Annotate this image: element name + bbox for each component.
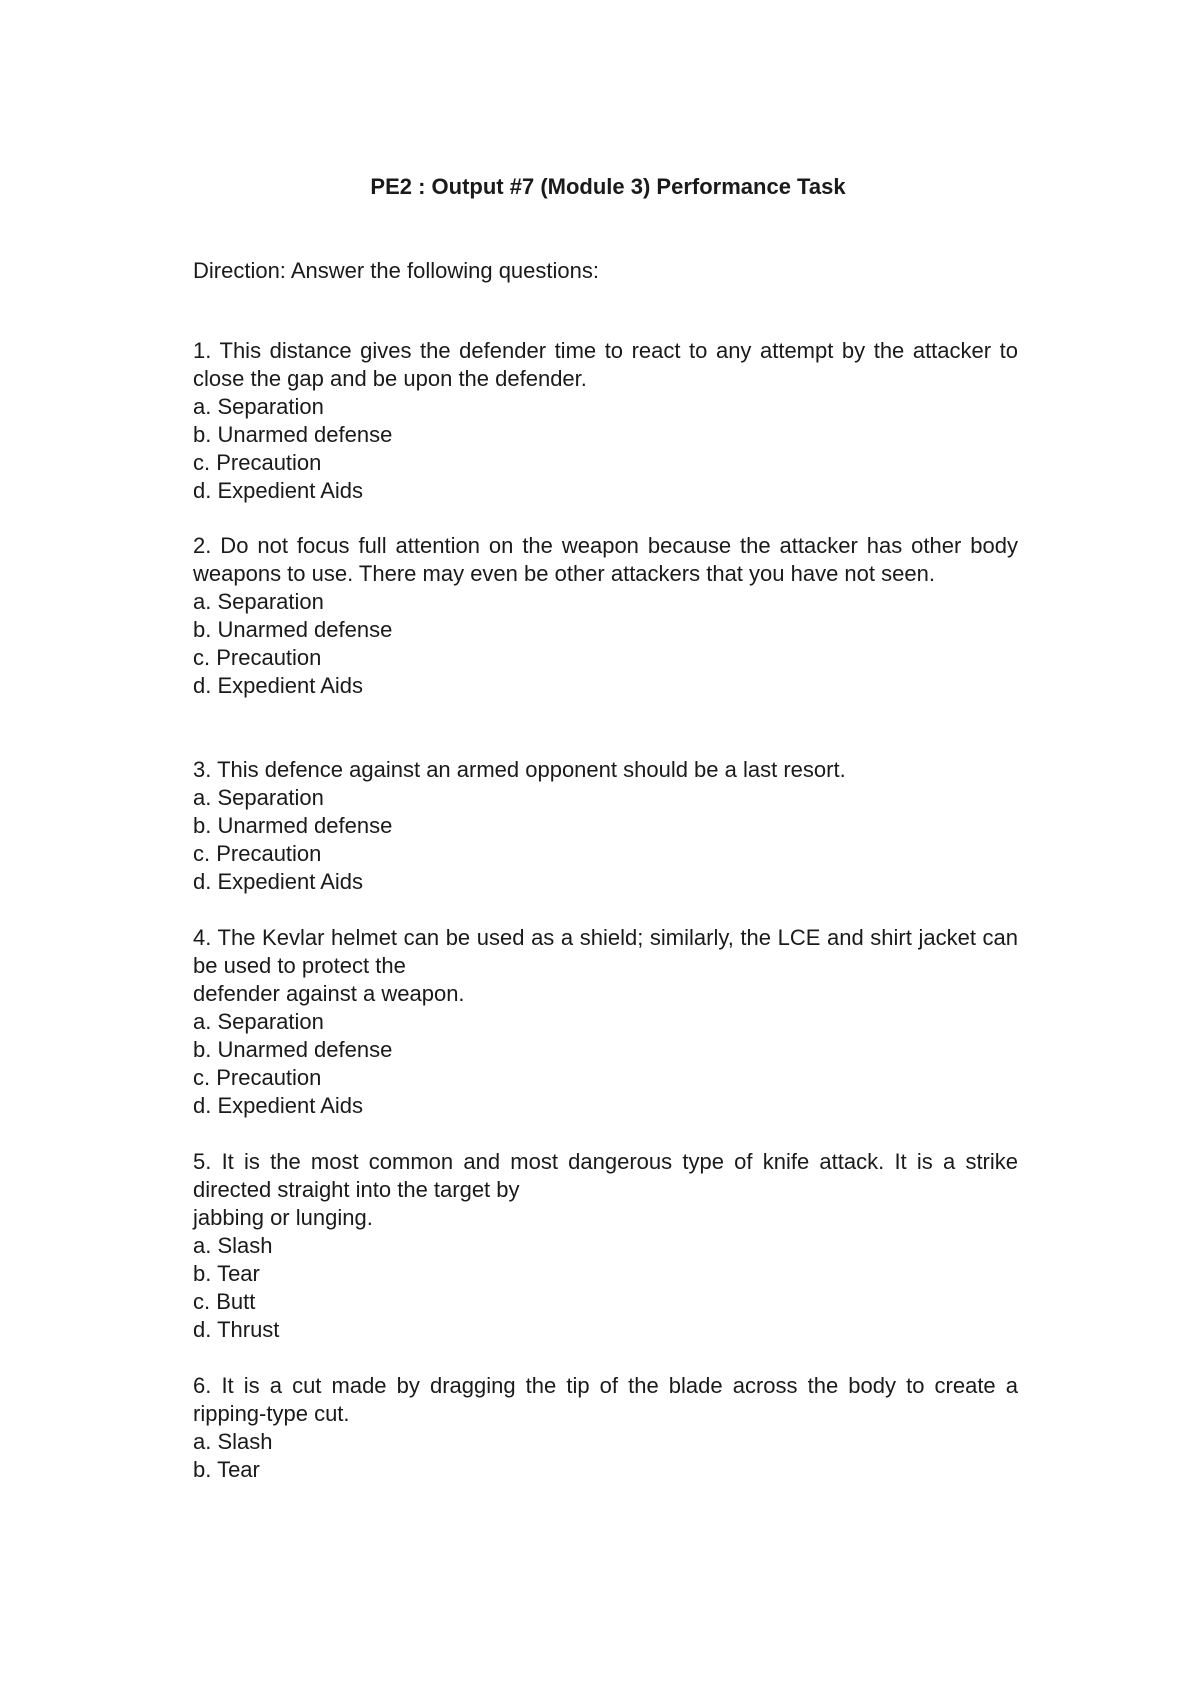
question-1-line-1: 1. This distance gives the defender time to react to any attempt by the attacker to close the gap and be upon the defender.	[193, 338, 1018, 391]
question-5-option-d: d. Thrust	[193, 1317, 280, 1342]
question-2-option-c: c. Precaution	[193, 645, 322, 670]
question-4-option-c: c. Precaution	[193, 1065, 322, 1090]
question-2-option-d: d. Expedient Aids	[193, 673, 364, 698]
question-6-option-b: b. Tear	[193, 1457, 260, 1482]
question-3-option-d: d. Expedient Aids	[193, 869, 364, 894]
question-4-option-d: d. Expedient Aids	[193, 1093, 364, 1118]
question-4-option-b: b. Unarmed defense	[193, 1037, 393, 1062]
question-1-option-b: b. Unarmed defense	[193, 422, 393, 447]
question-3-option-a: a. Separation	[193, 785, 324, 810]
question-3-option-b: b. Unarmed defense	[193, 813, 393, 838]
question-4-line-2: defender against a weapon.	[193, 981, 465, 1006]
question-5	[193, 1148, 1018, 1344]
question-3	[193, 756, 1018, 896]
question-4-line-1: 4. The Kevlar helmet can be used as a shield; similarly, the LCE and shirt jacket can be used to protect the	[193, 925, 1018, 978]
question-4	[193, 924, 1018, 1120]
question-4-text	[193, 924, 1018, 1008]
question-1-option-a: a. Separation	[193, 394, 324, 419]
question-4-option-a: a. Separation	[193, 1009, 324, 1034]
question-2-line-1: 2. Do not focus full attention on the weapon because the attacker has other body weapons to use. There may even be other attackers that you have not seen.	[193, 533, 1018, 586]
question-1-option-c: c. Precaution	[193, 450, 322, 475]
question-5-option-c: c. Butt	[193, 1289, 256, 1314]
question-1-option-d: d. Expedient Aids	[193, 478, 364, 503]
direction-text: Direction: Answer the following questions:	[193, 258, 599, 283]
question-5-text	[193, 1148, 1018, 1232]
document-title: PE2 : Output #7 (Module 3) Performance Task	[370, 174, 846, 199]
question-2	[193, 532, 1018, 700]
question-6-text	[193, 1372, 1018, 1428]
question-3-text	[193, 756, 1018, 784]
question-5-option-a: a. Slash	[193, 1233, 273, 1258]
question-2-text	[193, 532, 1018, 588]
question-2-option-b: b. Unarmed defense	[193, 617, 393, 642]
question-1	[193, 337, 1018, 505]
question-6-option-a: a. Slash	[193, 1429, 273, 1454]
question-5-line-2: jabbing or lunging.	[193, 1205, 373, 1230]
question-2-option-a: a. Separation	[193, 589, 324, 614]
question-6	[193, 1372, 1018, 1484]
question-1-text	[193, 337, 1018, 393]
question-5-option-b: b. Tear	[193, 1261, 260, 1286]
question-5-line-1: 5. It is the most common and most dangerous type of knife attack. It is a strike directed straight into the target by	[193, 1149, 1018, 1202]
question-6-line-1: 6. It is a cut made by dragging the tip of the blade across the body to create a ripping-type cut.	[193, 1373, 1018, 1426]
question-3-option-c: c. Precaution	[193, 841, 322, 866]
question-3-line-1: 3. This defence against an armed opponent should be a last resort.	[193, 757, 846, 782]
